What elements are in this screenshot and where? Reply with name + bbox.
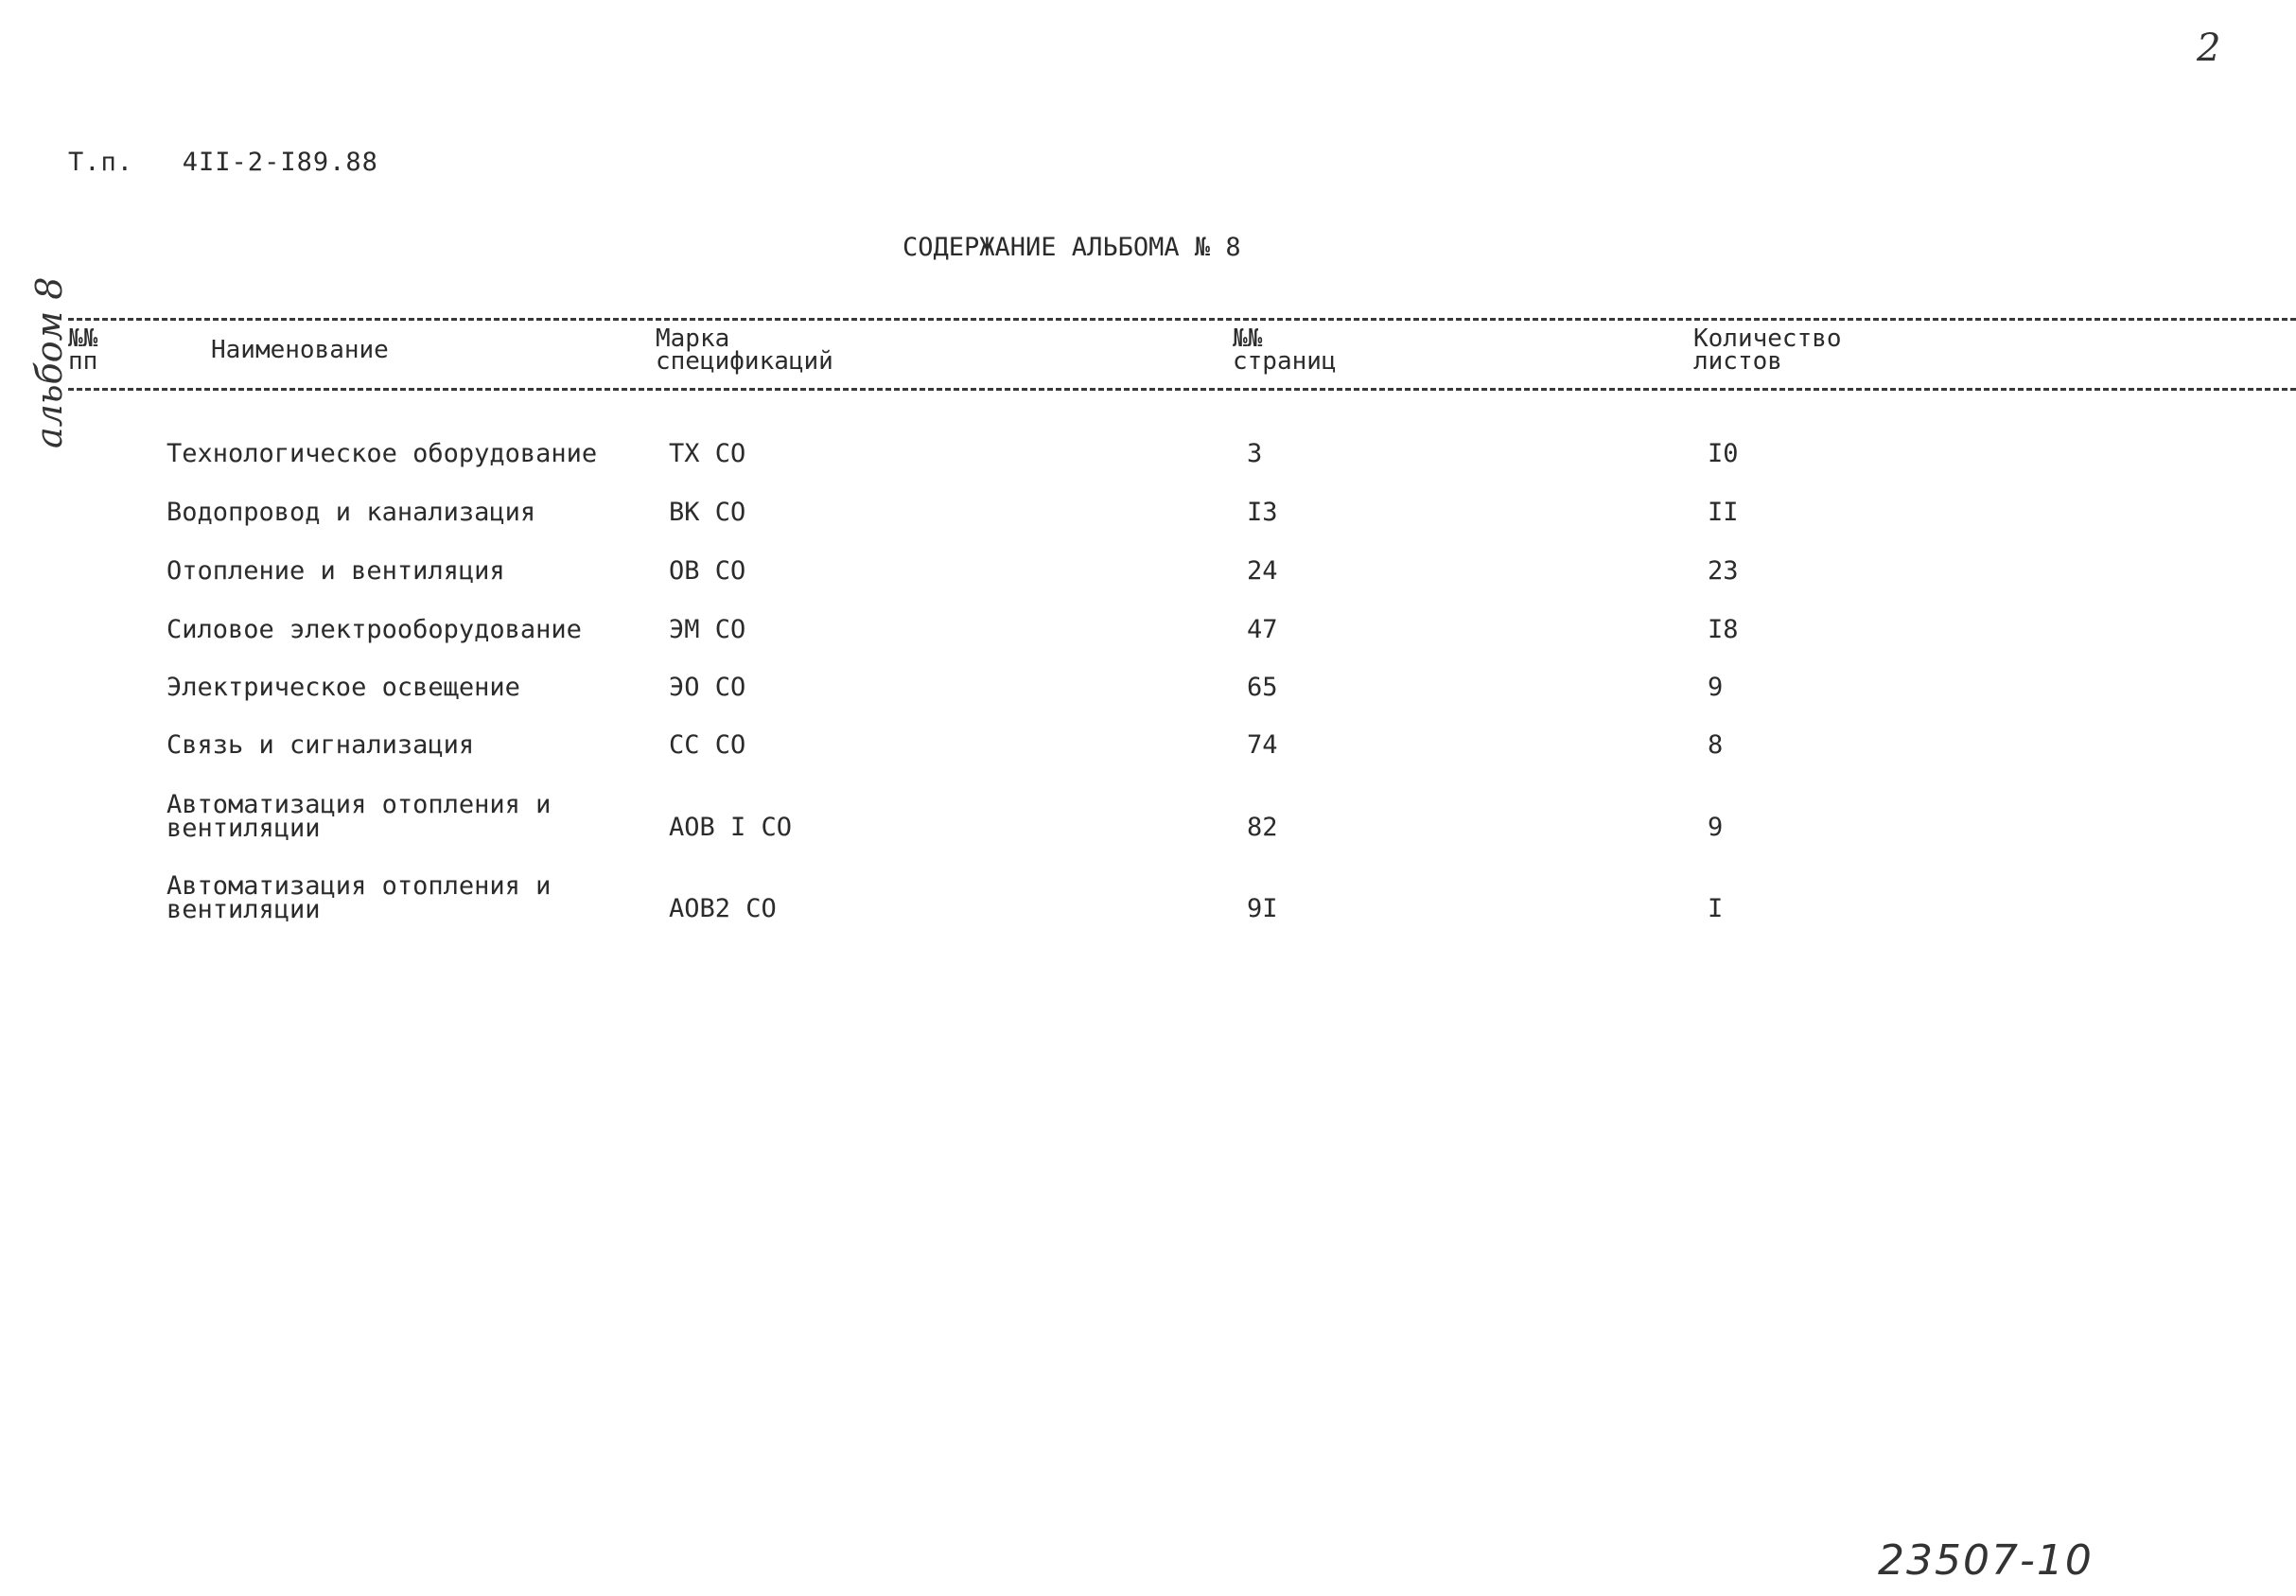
- row-6-mark: СС СО: [669, 730, 746, 760]
- row-7-mark: АОВ I СО: [669, 813, 793, 842]
- row-5-page: 65: [1247, 673, 1278, 702]
- header-number: [68, 324, 98, 376]
- page-number: 2: [2197, 26, 2221, 70]
- row-1-mark: ТХ СО: [669, 439, 746, 468]
- row-4-mark: ЭМ СО: [669, 615, 746, 644]
- album-title: СОДЕРЖАНИЕ АЛЬБОМА № 8: [903, 233, 1241, 262]
- row-5-mark: ЭО СО: [669, 673, 746, 702]
- row-3-name: [167, 556, 505, 586]
- header-name: Наименование: [211, 336, 389, 364]
- row-6-page: 74: [1247, 730, 1278, 760]
- document-code: Т.п. 4II-2-I89.88: [68, 148, 378, 177]
- header-quantity-line1: Количество: [1693, 324, 1842, 353]
- row-1-name-line1: Технологическое оборудование: [167, 439, 598, 468]
- row-8-mark: АОВ2 СО: [669, 894, 777, 923]
- row-4-name: [167, 615, 582, 644]
- row-2-page: I3: [1247, 498, 1278, 527]
- row-8-name: [167, 871, 552, 924]
- header-mark: [656, 324, 833, 376]
- header-pages-line1: №№: [1233, 324, 1263, 353]
- row-4-page: 47: [1247, 615, 1278, 644]
- row-3-mark: ОВ СО: [669, 556, 746, 586]
- table-header-rule: [68, 388, 2296, 391]
- row-5-name: [167, 673, 520, 702]
- row-6-name: [167, 730, 475, 760]
- handwritten-side-note: альбом 8: [28, 276, 70, 448]
- row-2-mark: ВК СО: [669, 498, 746, 527]
- row-1-name: [167, 439, 598, 468]
- row-8-name-line1: Автоматизация отопления и: [167, 871, 552, 901]
- row-1-page: 3: [1247, 439, 1263, 468]
- archive-number: 23507-10: [1878, 1536, 2094, 1585]
- row-3-page: 24: [1247, 556, 1278, 586]
- row-6-quantity: 8: [1708, 730, 1724, 760]
- row-6-name-line1: Связь и сигнализация: [167, 730, 475, 760]
- row-7-name-line2: вентиляции: [167, 814, 321, 843]
- row-7-name-line1: Автоматизация отопления и: [167, 790, 552, 819]
- row-2-quantity: II: [1708, 498, 1739, 527]
- header-quantity: [1693, 324, 1842, 376]
- row-5-name-line1: Электрическое освещение: [167, 673, 520, 702]
- row-3-quantity: 23: [1708, 556, 1739, 586]
- table-top-rule: [68, 318, 2296, 321]
- row-8-quantity: I: [1708, 894, 1724, 923]
- row-8-name-line2: вентиляции: [167, 895, 321, 924]
- header-pages: [1233, 324, 1337, 376]
- row-4-quantity: I8: [1708, 615, 1739, 644]
- row-7-name: [167, 790, 552, 843]
- header-number-line2: пп: [68, 347, 98, 376]
- row-2-name: [167, 498, 536, 527]
- row-1-quantity: I0: [1708, 439, 1739, 468]
- row-7-quantity: 9: [1708, 813, 1724, 842]
- row-7-page: 82: [1247, 813, 1278, 842]
- header-number-line1: №№: [68, 324, 98, 353]
- row-8-page: 9I: [1247, 894, 1278, 923]
- row-3-name-line1: Отопление и вентиляция: [167, 556, 505, 586]
- header-mark-line2: спецификаций: [656, 347, 833, 376]
- row-4-name-line1: Силовое электрооборудование: [167, 615, 582, 644]
- row-5-quantity: 9: [1708, 673, 1724, 702]
- header-mark-line1: Марка: [656, 324, 730, 353]
- row-2-name-line1: Водопровод и канализация: [167, 498, 536, 527]
- header-pages-line2: страниц: [1233, 347, 1337, 376]
- header-quantity-line2: листов: [1693, 347, 1782, 376]
